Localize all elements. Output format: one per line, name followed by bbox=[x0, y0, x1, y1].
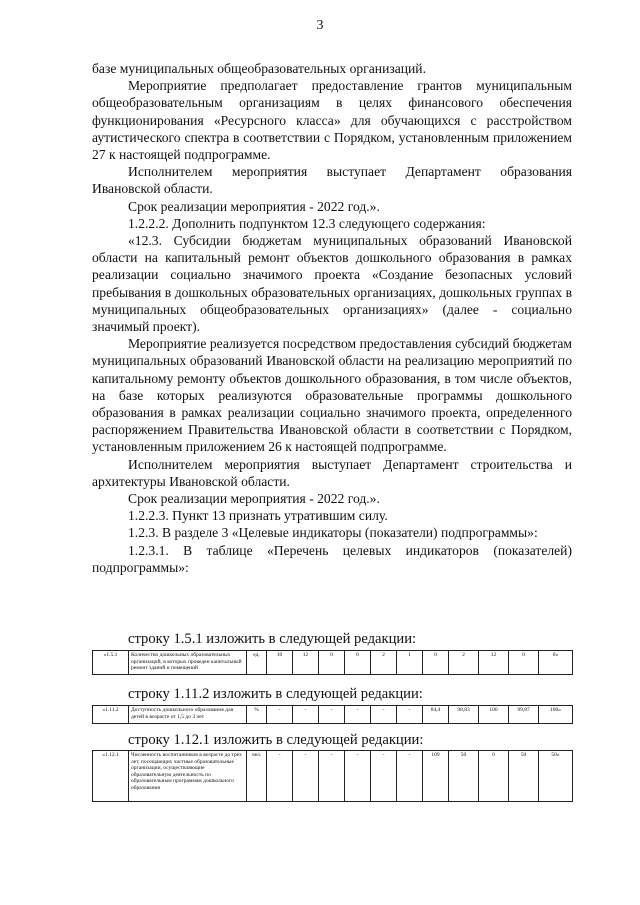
cell-value: 109 bbox=[423, 751, 449, 802]
paragraph: Мероприятие предполагает предоставление грантов муниципальным общеобразовательным организациям в целях финансового обеспечения функционирования «Ресурсного класса» для обучающихся с расстройством аутистического спектра в соответствии с Порядком, установленным приложением 27 к настоящей подпрограмме. bbox=[92, 78, 572, 163]
cell-value: 0 bbox=[509, 651, 539, 675]
cell-unit: чел. bbox=[247, 751, 267, 802]
paragraph: Исполнителем мероприятия выступает Департамент строительства и архитектуры Ивановской области. bbox=[92, 456, 572, 489]
cell-indicator-name: Численность воспитанников в возрасте до трех лет, посещающих частные образовательные организации, осуществляющие образовательную деятельность по образовательным программам дошкольного образования bbox=[129, 751, 247, 802]
cell-unit: ед. bbox=[247, 651, 267, 675]
cell-value: 12 bbox=[293, 651, 319, 675]
row-heading-1-5-1: строку 1.5.1 изложить в следующей редакции: bbox=[128, 631, 417, 647]
cell-number: «1.11.2 bbox=[93, 706, 129, 724]
cell-value: - bbox=[397, 751, 423, 802]
paragraph: 1.2.2.2. Дополнить подпунктом 12.3 следующего содержания: bbox=[128, 215, 486, 231]
cell-value: 100 bbox=[479, 706, 509, 724]
paragraph: «12.3. Субсидии бюджетам муниципальных образований Ивановской области на капитальный ремонт объектов дошкольного образования в рамках реализации социально значимого проекта «Создание безопасных условий пребывания в дошкольных образовательных организациях, дошкольных группах в муниципальных общеобразовательных организациях» (далее - социально значимый проект). bbox=[92, 233, 572, 335]
cell-value: 0 bbox=[479, 751, 509, 802]
table-row bbox=[93, 706, 573, 724]
cell-value: - bbox=[319, 706, 345, 724]
cell-value: - bbox=[319, 751, 345, 802]
cell-value: 100» bbox=[539, 706, 573, 724]
cell-unit: % bbox=[247, 706, 267, 724]
cell-indicator-name: Доступность дошкольного образования для детей в возрасте от 1,5 до 3 лет bbox=[129, 706, 247, 724]
table-row bbox=[93, 651, 573, 675]
paragraph: 1.2.2.3. Пункт 13 признать утратившим силу. bbox=[128, 508, 388, 524]
cell-value: - bbox=[293, 706, 319, 724]
cell-value: 99,87 bbox=[509, 706, 539, 724]
paragraph: Исполнителем мероприятия выступает Департамент образования Ивановской области. bbox=[92, 164, 572, 197]
cell-value: - bbox=[397, 706, 423, 724]
cell-value: - bbox=[345, 706, 371, 724]
paragraph: 1.2.3.1. В таблице «Перечень целевых индикаторов (показателей) подпрограммы»: bbox=[92, 542, 572, 575]
cell-value: 0» bbox=[539, 651, 573, 675]
table-row bbox=[93, 751, 573, 802]
cell-indicator-name: Количество дошкольных образовательных организаций, в которых проведен капитальный ремонт зданий и помещений bbox=[129, 651, 247, 675]
cell-value: 50» bbox=[539, 751, 573, 802]
paragraph: Мероприятие реализуется посредством предоставления субсидий бюджетам муниципальных образований Ивановской области на реализацию мероприятий по капитальному ремонту объектов дошкольного образования, в том числе объектов, на базе которых реализуются образовательные программы дошкольного образования в рамках реализации социально значимого проекта, определенного распоряжением Правительства Ивановской области в соответствии с Порядком, установленным приложением 26 к настоящей подпрограмме. bbox=[92, 336, 572, 455]
indicator-table-1-11-2 bbox=[92, 705, 573, 724]
cell-value: 2 bbox=[371, 651, 397, 675]
indicator-table-1-5-1 bbox=[92, 650, 573, 675]
cell-value: 0 bbox=[423, 651, 449, 675]
cell-value: 84,4 bbox=[423, 706, 449, 724]
cell-value: - bbox=[371, 751, 397, 802]
page-number: 3 bbox=[316, 18, 324, 33]
cell-value: 10 bbox=[267, 651, 293, 675]
cell-value: 98,83 bbox=[449, 706, 479, 724]
cell-value: 0 bbox=[345, 651, 371, 675]
row-heading-1-11-2: строку 1.11.2 изложить в следующей редакции: bbox=[128, 686, 423, 702]
cell-value: - bbox=[371, 706, 397, 724]
cell-value: 2 bbox=[449, 651, 479, 675]
cell-value: - bbox=[267, 706, 293, 724]
paragraph: Срок реализации мероприятия - 2022 год.». bbox=[128, 491, 380, 507]
cell-value: 50 bbox=[509, 751, 539, 802]
paragraph: 1.2.3. В разделе 3 «Целевые индикаторы (показатели) подпрограммы»: bbox=[128, 525, 538, 541]
paragraph: базе муниципальных общеобразовательных организаций. bbox=[92, 61, 426, 76]
indicator-table-1-12-1 bbox=[92, 750, 573, 802]
cell-value: 1 bbox=[397, 651, 423, 675]
document-body bbox=[92, 60, 572, 576]
cell-value: 12 bbox=[479, 651, 509, 675]
row-heading-1-12-1: строку 1.12.1 изложить в следующей редакции: bbox=[128, 732, 424, 748]
cell-value: - bbox=[345, 751, 371, 802]
cell-value: 0 bbox=[319, 651, 345, 675]
cell-value: 50 bbox=[449, 751, 479, 802]
cell-number: «1.5.1 bbox=[93, 651, 129, 675]
cell-number: «1.12.1 bbox=[93, 751, 129, 802]
paragraph: Срок реализации мероприятия - 2022 год.». bbox=[128, 198, 380, 214]
cell-value: - bbox=[267, 751, 293, 802]
cell-value: - bbox=[293, 751, 319, 802]
